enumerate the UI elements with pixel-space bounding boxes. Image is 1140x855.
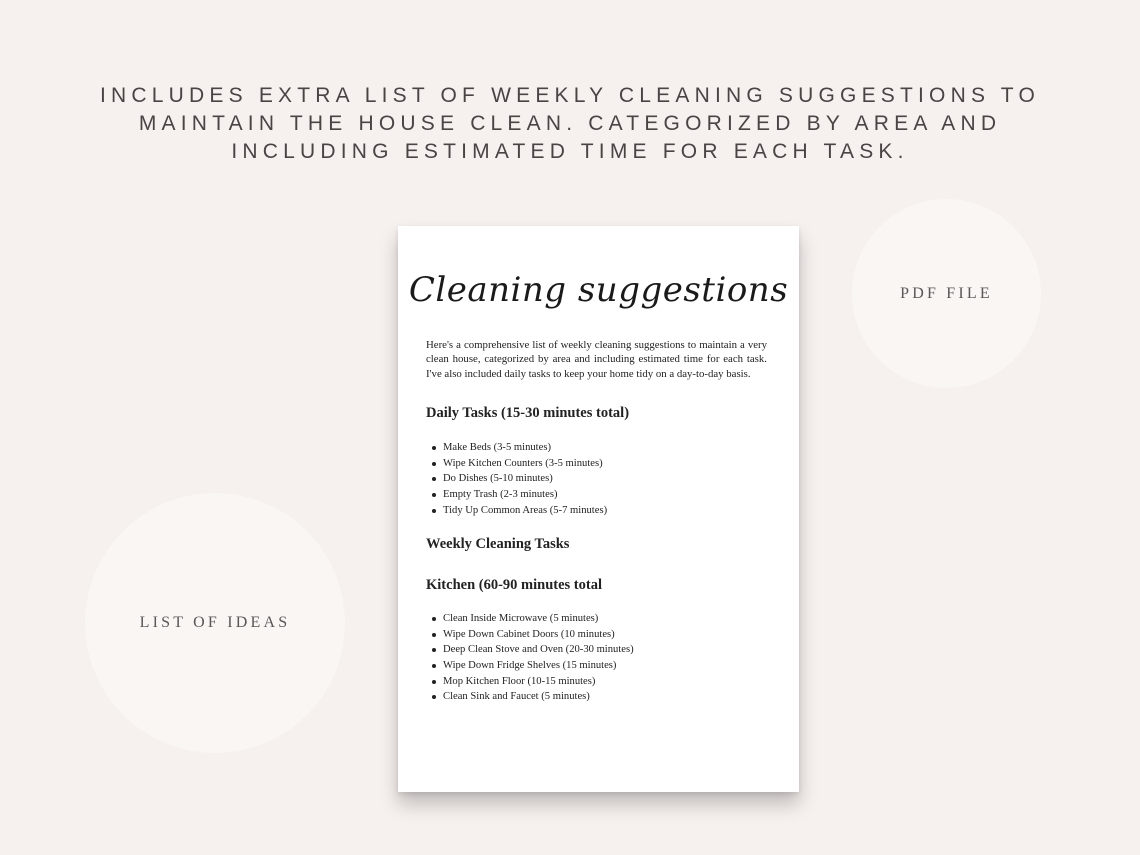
list-item-text: Deep Clean Stove and Oven (20-30 minutes) <box>443 644 634 656</box>
list-item <box>426 642 634 658</box>
list-item-text: Wipe Down Cabinet Doors (10 minutes) <box>443 628 615 640</box>
list-of-ideas-badge <box>85 493 345 753</box>
document-title: Cleaning suggestions <box>408 270 789 310</box>
list-item-text: Do Dishes (5-10 minutes) <box>443 473 553 485</box>
list-item-text: Wipe Down Fridge Shelves (15 minutes) <box>443 660 617 672</box>
bullet-icon <box>432 493 436 497</box>
list-item-text: Clean Inside Microwave (5 minutes) <box>443 613 599 624</box>
list-item-text: Tidy Up Common Areas (5-7 minutes) <box>443 504 608 516</box>
list-item-text: Clean Sink and Faucet (5 minutes) <box>443 691 590 703</box>
list-of-ideas-label: LIST OF IDEAS <box>139 614 291 631</box>
bullet-icon <box>432 680 436 684</box>
document-intro: Here's a comprehensive list of weekly cleaning suggestions to maintain a very clean house, categorized by area and including estimated time for each task. I've also included daily tasks to keep your home tidy on a day-to-day basis. <box>426 339 767 380</box>
list-item-text: Wipe Kitchen Counters (3-5 minutes) <box>443 457 603 469</box>
kitchen-heading: Kitchen (60-90 minutes total <box>426 577 602 593</box>
pdf-file-badge <box>852 199 1041 388</box>
list-item <box>426 627 634 643</box>
bullet-icon <box>432 446 436 450</box>
bullet-icon <box>432 664 436 668</box>
bullet-icon <box>432 477 436 481</box>
list-item-text: Mop Kitchen Floor (10-15 minutes) <box>443 675 596 687</box>
list-item <box>426 487 607 503</box>
list-item <box>426 689 634 705</box>
pdf-file-label: PDF FILE <box>900 284 993 302</box>
headline <box>0 82 1140 166</box>
list-item-text: Empty Trash (2-3 minutes) <box>443 489 558 501</box>
list-item <box>426 440 607 456</box>
bullet-icon <box>432 617 436 621</box>
daily-tasks-list <box>426 440 607 518</box>
bullet-icon <box>432 633 436 637</box>
list-item <box>426 503 607 519</box>
headline-line: MAINTAIN THE HOUSE CLEAN. CATEGORIZED BY AREA AND <box>138 112 1002 135</box>
list-item <box>426 471 607 487</box>
weekly-tasks-heading: Weekly Cleaning Tasks <box>426 536 570 552</box>
kitchen-tasks-list <box>426 611 634 705</box>
bullet-icon <box>432 462 436 466</box>
bullet-icon <box>432 509 436 513</box>
list-item <box>426 611 634 627</box>
daily-tasks-heading: Daily Tasks (15-30 minutes total) <box>426 405 630 421</box>
list-item <box>426 658 634 674</box>
bullet-icon <box>432 648 436 652</box>
list-item <box>426 456 607 472</box>
list-item <box>426 674 634 690</box>
headline-line: INCLUDES EXTRA LIST OF WEEKLY CLEANING SUGGESTIONS TO <box>100 84 1040 107</box>
bullet-icon <box>432 695 436 699</box>
headline-line: INCLUDING ESTIMATED TIME FOR EACH TASK. <box>231 140 909 163</box>
document-preview <box>398 226 799 792</box>
list-item-text: Make Beds (3-5 minutes) <box>443 442 551 453</box>
